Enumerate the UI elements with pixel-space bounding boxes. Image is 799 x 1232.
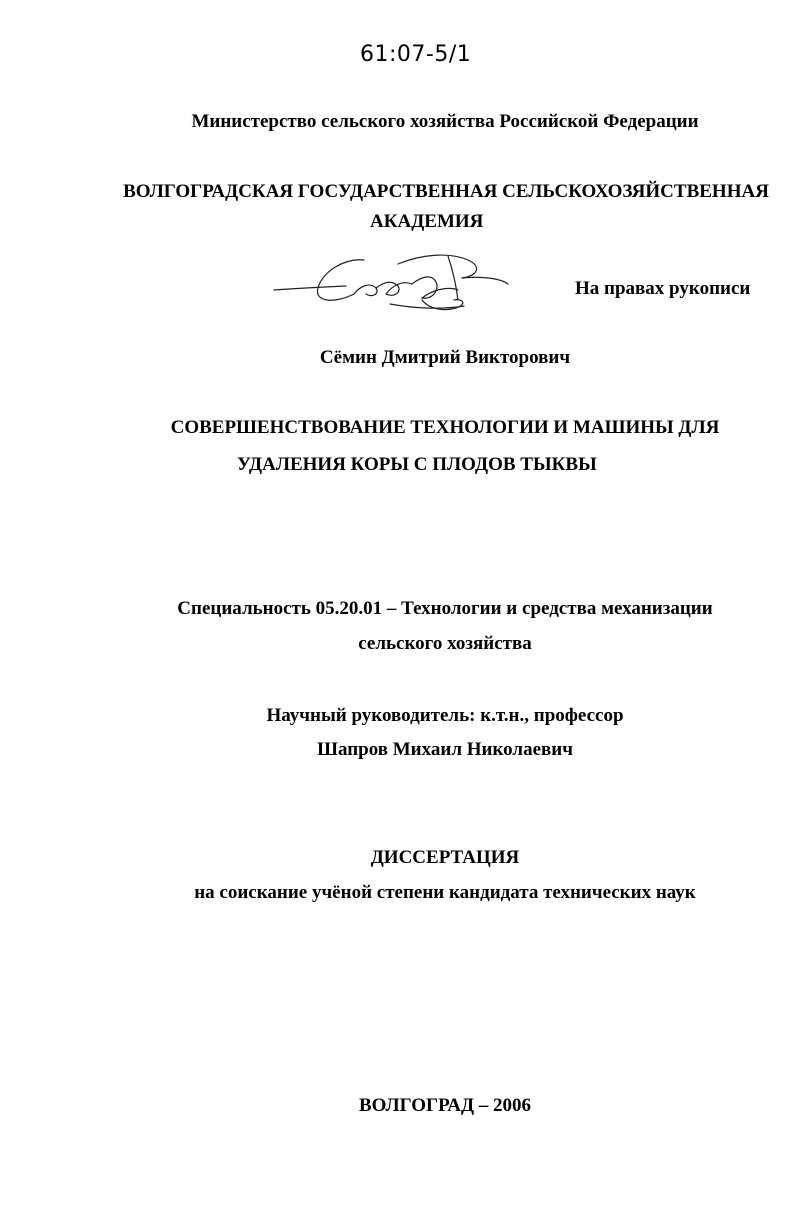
- rights-note: На правах рукописи: [575, 278, 751, 299]
- academy-name-line-1: ВОЛГОГРАДСКАЯ ГОСУДАРСТВЕННАЯ СЕЛЬСКОХОЗЯЙСТВЕННАЯ: [123, 181, 769, 202]
- author-name: Сёмин Дмитрий Викторович: [319, 347, 571, 368]
- signature-icon: [272, 246, 517, 318]
- specialty-line-2: сельского хозяйства: [358, 633, 532, 654]
- document-type: ДИССЕРТАЦИЯ: [370, 847, 520, 868]
- catalog-stamp: 61:07-5/1: [360, 42, 472, 67]
- academy-name-line-2: АКАДЕМИЯ: [370, 211, 484, 232]
- ministry-name: Министерство сельского хозяйства Российской Федерации: [191, 111, 699, 132]
- title-line-2: УДАЛЕНИЯ КОРЫ С ПЛОДОВ ТЫКВЫ: [237, 454, 597, 475]
- degree-statement: на соискание учёной степени кандидата технических наук: [194, 882, 696, 903]
- supervisor-name: Шапров Михаил Николаевич: [317, 739, 573, 760]
- supervisor-line-1: Научный руководитель: к.т.н., профессор: [266, 705, 624, 726]
- place-and-year: ВОЛГОГРАД – 2006: [358, 1095, 532, 1116]
- title-line-1: СОВЕРШЕНСТВОВАНИЕ ТЕХНОЛОГИИ И МАШИНЫ ДЛЯ: [170, 417, 720, 438]
- specialty-line-1: Специальность 05.20.01 – Технологии и средства механизации: [177, 598, 713, 619]
